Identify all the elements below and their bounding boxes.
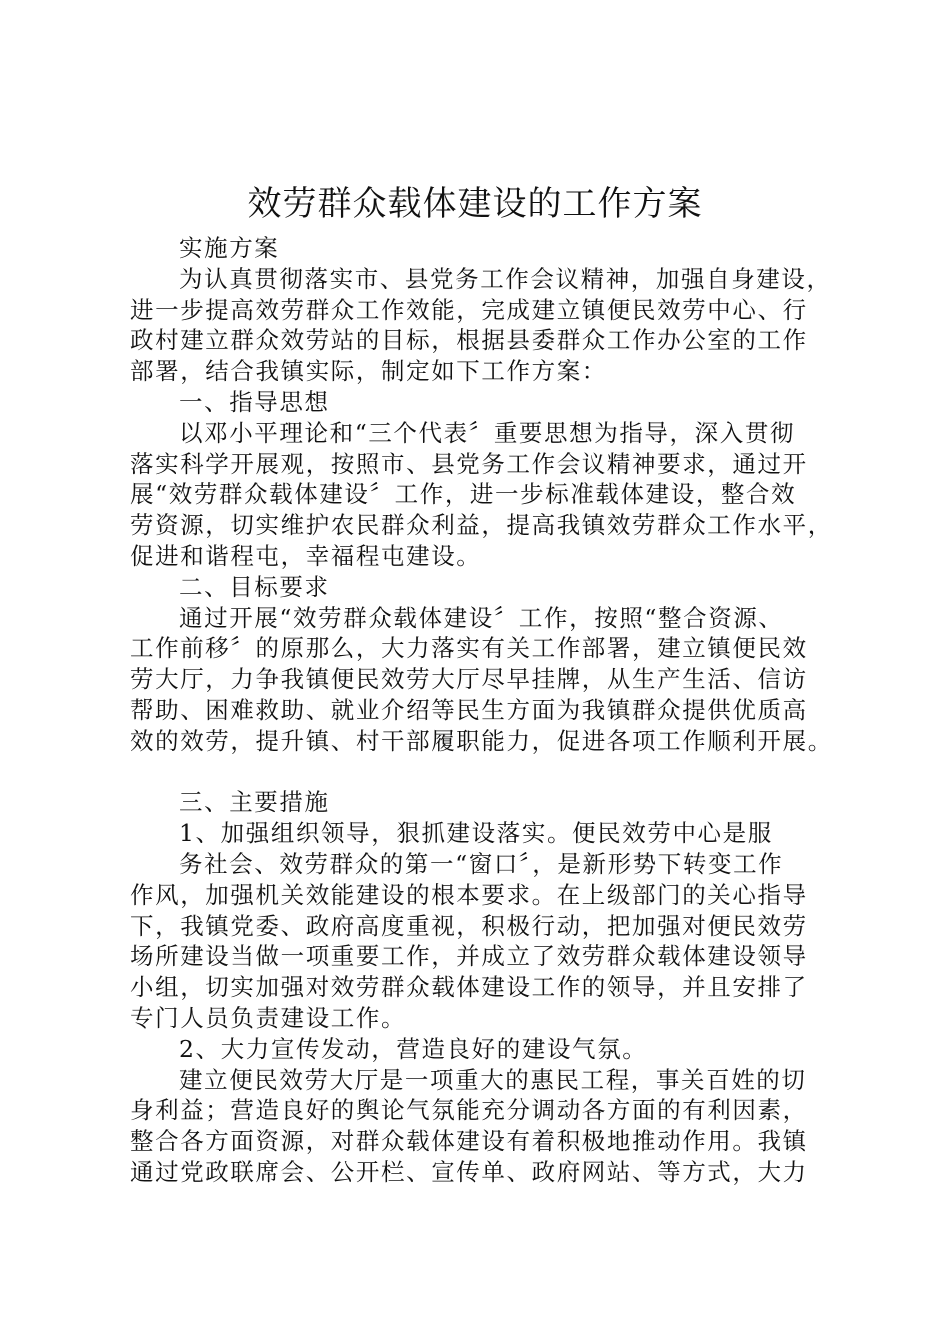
paragraph-line: 以邓小平理论和“三个代表〞重要思想为指导，深入贯彻 xyxy=(179,418,796,447)
paragraph-line: 工作前移〞的原那么，大力落实有关工作部署，建立镇便民效 xyxy=(130,634,808,663)
measure-heading-2: 2、大力宣传发动，营造良好的建设气氛。 xyxy=(179,1034,648,1063)
paragraph-line: 效的效劳，提升镇、村干部履职能力，促进各项工作顺利开展。 xyxy=(130,726,833,755)
paragraph-line: 专门人员负责建设工作。 xyxy=(130,1003,407,1032)
paragraph-line: 政村建立群众效劳站的目标，根据县委群众工作办公室的工作 xyxy=(130,326,808,355)
section-label-implementation: 实施方案 xyxy=(179,234,280,262)
paragraph-line: 下，我镇党委、政府高度重视，积极行动，把加强对便民效劳 xyxy=(130,911,808,940)
paragraph-line: 帮助、困难救助、就业介绍等民生方面为我镇群众提供优质高 xyxy=(130,695,808,724)
paragraph-line: 促进和谐程屯，幸福程屯建设。 xyxy=(130,541,482,570)
paragraph-line: 小组，切实加强对效劳群众载体建设工作的领导，并且安排了 xyxy=(130,973,808,1002)
paragraph-line: 劳大厅，力争我镇便民效劳大厅尽早挂牌，从生产生活、信访 xyxy=(130,665,808,694)
document-body xyxy=(130,233,833,1188)
paragraph-line: 落实科学开展观，按照市、县党务工作会议精神要求，通过开 xyxy=(130,449,808,478)
paragraph-gap xyxy=(130,757,830,788)
paragraph-line: 整合各方面资源，对群众载体建设有着积极地推动作用。我镇 xyxy=(130,1127,808,1156)
paragraph-line: 建立便民效劳大厅是一项重大的惠民工程，事关百姓的切 xyxy=(179,1065,807,1094)
paragraph-line: 务社会、效劳群众的第一“窗口〞，是新形势下转变工作 xyxy=(179,849,784,878)
paragraph-line: 劳资源，切实维护农民群众利益，提高我镇效劳群众工作水平， xyxy=(130,511,833,540)
paragraph-line: 通过开展“效劳群众载体建设〞工作，按照“整合资源、 xyxy=(179,603,784,632)
section-heading-main-measures: 三、主要措施 xyxy=(179,788,330,817)
document-title: 效劳群众载体建设的工作方案 xyxy=(247,184,703,224)
measure-heading-1: 1、加强组织领导，狠抓建设落实。便民效劳中心是服 xyxy=(179,819,773,848)
section-heading-goals: 二、目标要求 xyxy=(179,572,330,601)
paragraph-line: 通过党政联席会、公开栏、宣传单、政府网站、等方式，大力 xyxy=(130,1157,808,1186)
paragraph-line: 部署，结合我镇实际，制定如下工作方案： xyxy=(130,357,607,386)
section-heading-guiding-ideology: 一、指导思想 xyxy=(179,387,330,416)
paragraph-line: 身利益；营造良好的舆论气氛能充分调动各方面的有利因素， xyxy=(130,1096,808,1125)
paragraph-line: 场所建设当做一项重要工作，并成立了效劳群众载体建设领导 xyxy=(130,942,808,971)
paragraph-line: 展“效劳群众载体建设〞工作，进一步标准载体建设，整合效 xyxy=(130,480,797,509)
paragraph-line: 为认真贯彻落实市、县党务工作会议精神，加强自身建设， xyxy=(179,264,832,293)
paragraph-line: 进一步提高效劳群众工作效能，完成建立镇便民效劳中心、行 xyxy=(130,295,808,324)
paragraph-line: 作风，加强机关效能建设的根本要求。在上级部门的关心指导 xyxy=(130,880,808,909)
